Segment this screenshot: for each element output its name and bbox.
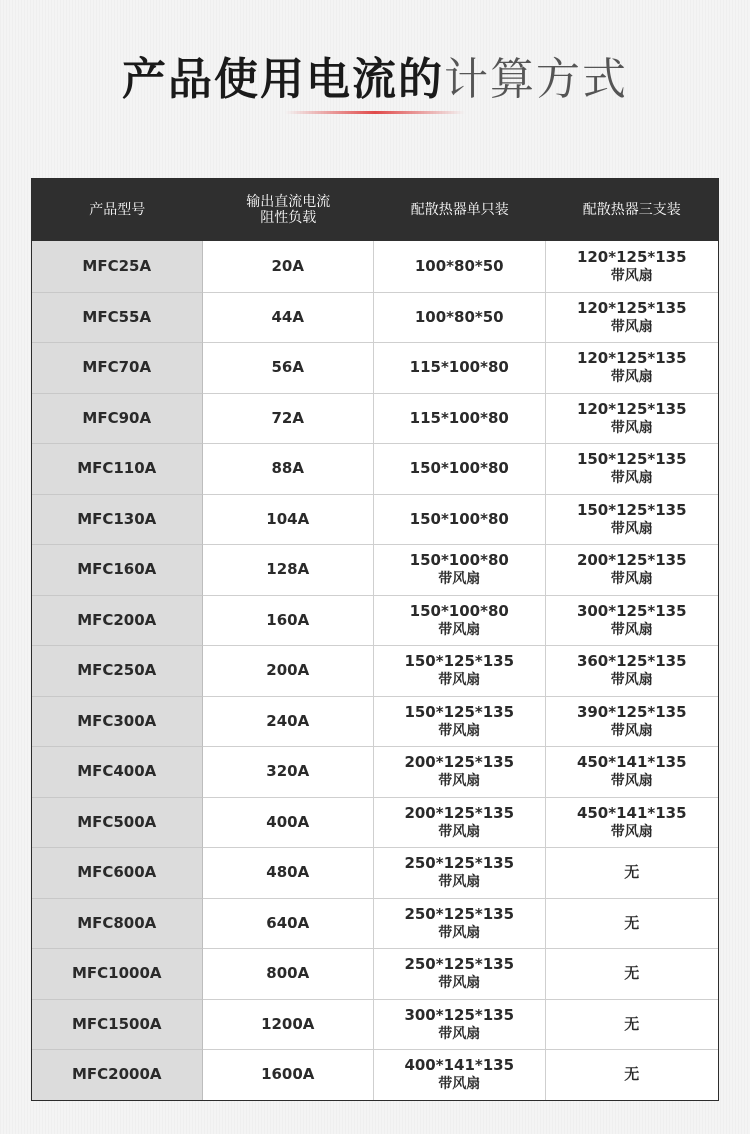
cell-single-heatsink bbox=[374, 696, 546, 747]
cell-current bbox=[203, 342, 375, 393]
cell-triple-heatsink-fan-note: 带风扇 bbox=[610, 621, 653, 638]
cell-single-heatsink-value: 250*125*135 bbox=[404, 904, 515, 923]
cell-triple-heatsink-value: 120*125*135 bbox=[576, 349, 687, 368]
title-underline bbox=[285, 111, 465, 114]
table-row bbox=[32, 494, 718, 545]
cell-single-heatsink bbox=[374, 948, 546, 999]
cell-model bbox=[32, 494, 203, 545]
cell-single-heatsink-value: 150*100*80 bbox=[409, 551, 509, 570]
cell-triple-heatsink-value: 120*125*135 bbox=[576, 247, 687, 266]
cell-current-value: 72A bbox=[271, 408, 304, 427]
cell-model bbox=[32, 746, 203, 797]
cell-model-value: MFC160A bbox=[77, 560, 157, 579]
cell-triple-heatsink-value: 无 bbox=[624, 913, 640, 932]
table-row bbox=[32, 999, 718, 1050]
cell-single-heatsink-value: 250*125*135 bbox=[404, 955, 515, 974]
cell-model-value: MFC400A bbox=[77, 762, 157, 781]
cell-model bbox=[32, 595, 203, 646]
cell-model-value: MFC2000A bbox=[71, 1065, 162, 1084]
cell-current bbox=[203, 746, 375, 797]
cell-current-value: 1200A bbox=[261, 1014, 315, 1033]
cell-single-heatsink-fan-note: 带风扇 bbox=[438, 571, 481, 588]
cell-model bbox=[32, 948, 203, 999]
cell-triple-heatsink bbox=[546, 746, 719, 797]
cell-model bbox=[32, 342, 203, 393]
cell-current bbox=[203, 696, 375, 747]
cell-current-value: 800A bbox=[266, 964, 310, 983]
table-row bbox=[32, 1049, 718, 1100]
header-single: 配散热器单只装 bbox=[410, 202, 509, 218]
cell-single-heatsink-value: 115*100*80 bbox=[409, 408, 509, 427]
table-row bbox=[32, 393, 718, 444]
cell-triple-heatsink-fan-note: 带风扇 bbox=[610, 823, 653, 840]
cell-model bbox=[32, 544, 203, 595]
cell-single-heatsink bbox=[374, 746, 546, 797]
cell-model bbox=[32, 645, 203, 696]
cell-single-heatsink-value: 150*125*135 bbox=[404, 652, 515, 671]
cell-triple-heatsink-fan-note: 带风扇 bbox=[610, 318, 653, 335]
cell-current bbox=[203, 241, 375, 292]
cell-model bbox=[32, 696, 203, 747]
cell-current-value: 20A bbox=[271, 256, 304, 275]
cell-single-heatsink bbox=[374, 241, 546, 292]
cell-single-heatsink bbox=[374, 645, 546, 696]
header-current-line1: 输出直流电流 bbox=[246, 194, 331, 210]
cell-triple-heatsink bbox=[546, 948, 719, 999]
cell-triple-heatsink bbox=[546, 393, 719, 444]
cell-current bbox=[203, 494, 375, 545]
cell-model-value: MFC250A bbox=[77, 661, 157, 680]
cell-single-heatsink-fan-note: 带风扇 bbox=[438, 1025, 481, 1042]
cell-single-heatsink-fan-note: 带风扇 bbox=[438, 975, 481, 992]
cell-triple-heatsink-value: 无 bbox=[624, 964, 640, 983]
cell-single-heatsink-value: 115*100*80 bbox=[409, 358, 509, 377]
cell-model bbox=[32, 292, 203, 343]
cell-single-heatsink bbox=[374, 847, 546, 898]
cell-current bbox=[203, 443, 375, 494]
cell-current-value: 400A bbox=[266, 812, 310, 831]
cell-single-heatsink bbox=[374, 999, 546, 1050]
cell-model-value: MFC90A bbox=[82, 408, 152, 427]
cell-single-heatsink-fan-note: 带风扇 bbox=[438, 773, 481, 790]
table-row bbox=[32, 696, 718, 747]
cell-single-heatsink-value: 150*100*80 bbox=[409, 509, 509, 528]
table-row bbox=[32, 342, 718, 393]
table-row bbox=[32, 948, 718, 999]
header-current bbox=[203, 179, 375, 241]
cell-single-heatsink-value: 100*80*50 bbox=[414, 307, 504, 326]
cell-triple-heatsink-value: 360*125*135 bbox=[576, 652, 687, 671]
cell-single-heatsink bbox=[374, 443, 546, 494]
table-row bbox=[32, 292, 718, 343]
table-row bbox=[32, 746, 718, 797]
cell-triple-heatsink-value: 120*125*135 bbox=[576, 399, 687, 418]
cell-current-value: 640A bbox=[266, 913, 310, 932]
cell-model bbox=[32, 443, 203, 494]
cell-triple-heatsink bbox=[546, 898, 719, 949]
cell-single-heatsink-fan-note: 带风扇 bbox=[438, 672, 481, 689]
cell-triple-heatsink bbox=[546, 544, 719, 595]
cell-single-heatsink-fan-note: 带风扇 bbox=[438, 722, 481, 739]
cell-single-heatsink-value: 300*125*135 bbox=[404, 1005, 515, 1024]
cell-current bbox=[203, 898, 375, 949]
table-body bbox=[32, 241, 718, 1100]
cell-single-heatsink-fan-note: 带风扇 bbox=[438, 823, 481, 840]
cell-model bbox=[32, 999, 203, 1050]
table-row bbox=[32, 241, 718, 292]
cell-single-heatsink bbox=[374, 342, 546, 393]
page-title-main: 产品使用电流的 bbox=[122, 54, 444, 105]
cell-model bbox=[32, 898, 203, 949]
cell-triple-heatsink-fan-note: 带风扇 bbox=[610, 722, 653, 739]
cell-triple-heatsink-value: 390*125*135 bbox=[576, 702, 687, 721]
cell-triple-heatsink bbox=[546, 595, 719, 646]
cell-single-heatsink-value: 100*80*50 bbox=[414, 256, 504, 275]
cell-model-value: MFC70A bbox=[82, 358, 152, 377]
cell-current-value: 200A bbox=[266, 661, 310, 680]
cell-single-heatsink-fan-note: 带风扇 bbox=[438, 874, 481, 891]
page-title bbox=[0, 50, 750, 110]
cell-current bbox=[203, 595, 375, 646]
cell-current-value: 128A bbox=[266, 560, 310, 579]
cell-model bbox=[32, 241, 203, 292]
cell-triple-heatsink-fan-note: 带风扇 bbox=[610, 773, 653, 790]
cell-model bbox=[32, 847, 203, 898]
cell-current-value: 320A bbox=[266, 762, 310, 781]
cell-current bbox=[203, 393, 375, 444]
cell-single-heatsink-value: 150*125*135 bbox=[404, 702, 515, 721]
cell-model-value: MFC500A bbox=[77, 812, 157, 831]
cell-model-value: MFC25A bbox=[82, 256, 152, 275]
cell-model bbox=[32, 1049, 203, 1100]
cell-model-value: MFC800A bbox=[77, 913, 157, 932]
cell-single-heatsink-value: 150*100*80 bbox=[409, 601, 509, 620]
cell-single-heatsink bbox=[374, 393, 546, 444]
cell-current-value: 1600A bbox=[261, 1065, 315, 1084]
cell-current-value: 240A bbox=[266, 711, 310, 730]
cell-triple-heatsink bbox=[546, 342, 719, 393]
cell-current bbox=[203, 847, 375, 898]
cell-triple-heatsink bbox=[546, 241, 719, 292]
cell-triple-heatsink bbox=[546, 999, 719, 1050]
table-header bbox=[32, 179, 718, 241]
cell-triple-heatsink-value: 无 bbox=[624, 863, 640, 882]
cell-triple-heatsink-value: 120*125*135 bbox=[576, 298, 687, 317]
spec-table bbox=[31, 178, 719, 1101]
cell-triple-heatsink-value: 450*141*135 bbox=[576, 803, 687, 822]
cell-triple-heatsink bbox=[546, 494, 719, 545]
cell-single-heatsink-value: 250*125*135 bbox=[404, 854, 515, 873]
cell-single-heatsink-value: 200*125*135 bbox=[404, 803, 515, 822]
cell-model-value: MFC600A bbox=[77, 863, 157, 882]
cell-current bbox=[203, 292, 375, 343]
cell-triple-heatsink-value: 无 bbox=[624, 1065, 640, 1084]
page-title-secondary: 计算方式 bbox=[444, 54, 628, 105]
header-current-line2: 阻性负载 bbox=[260, 210, 317, 226]
cell-single-heatsink-fan-note: 带风扇 bbox=[438, 1076, 481, 1093]
cell-model-value: MFC1000A bbox=[71, 964, 162, 983]
cell-triple-heatsink-fan-note: 带风扇 bbox=[610, 267, 653, 284]
table-row bbox=[32, 443, 718, 494]
cell-single-heatsink bbox=[374, 595, 546, 646]
cell-model-value: MFC300A bbox=[77, 711, 157, 730]
cell-triple-heatsink-fan-note: 带风扇 bbox=[610, 672, 653, 689]
cell-current-value: 160A bbox=[266, 610, 310, 629]
header-model: 产品型号 bbox=[89, 202, 146, 218]
cell-current-value: 56A bbox=[271, 358, 304, 377]
cell-triple-heatsink bbox=[546, 443, 719, 494]
cell-single-heatsink bbox=[374, 544, 546, 595]
cell-current-value: 44A bbox=[271, 307, 304, 326]
cell-current bbox=[203, 999, 375, 1050]
cell-model bbox=[32, 797, 203, 848]
cell-single-heatsink-fan-note: 带风扇 bbox=[438, 924, 481, 941]
cell-current-value: 104A bbox=[266, 509, 310, 528]
table-row bbox=[32, 544, 718, 595]
table-row bbox=[32, 898, 718, 949]
cell-single-heatsink-value: 150*100*80 bbox=[409, 459, 509, 478]
cell-triple-heatsink bbox=[546, 1049, 719, 1100]
cell-model bbox=[32, 393, 203, 444]
cell-single-heatsink bbox=[374, 898, 546, 949]
cell-single-heatsink bbox=[374, 292, 546, 343]
cell-triple-heatsink-value: 450*141*135 bbox=[576, 753, 687, 772]
cell-triple-heatsink bbox=[546, 847, 719, 898]
cell-model-value: MFC130A bbox=[77, 509, 157, 528]
cell-triple-heatsink-fan-note: 带风扇 bbox=[610, 470, 653, 487]
cell-triple-heatsink-fan-note: 带风扇 bbox=[610, 571, 653, 588]
cell-current bbox=[203, 1049, 375, 1100]
cell-triple-heatsink-fan-note: 带风扇 bbox=[610, 369, 653, 386]
cell-single-heatsink-fan-note: 带风扇 bbox=[438, 621, 481, 638]
cell-single-heatsink bbox=[374, 1049, 546, 1100]
cell-model-value: MFC200A bbox=[77, 610, 157, 629]
header-triple: 配散热器三支装 bbox=[582, 202, 681, 218]
cell-current bbox=[203, 645, 375, 696]
cell-single-heatsink bbox=[374, 797, 546, 848]
cell-triple-heatsink-value: 150*125*135 bbox=[576, 450, 687, 469]
cell-single-heatsink-value: 400*141*135 bbox=[404, 1056, 515, 1075]
cell-triple-heatsink bbox=[546, 292, 719, 343]
cell-triple-heatsink-value: 无 bbox=[624, 1014, 640, 1033]
cell-current-value: 480A bbox=[266, 863, 310, 882]
table-row bbox=[32, 595, 718, 646]
cell-model-value: MFC110A bbox=[77, 459, 157, 478]
cell-triple-heatsink-value: 150*125*135 bbox=[576, 500, 687, 519]
cell-triple-heatsink-fan-note: 带风扇 bbox=[610, 520, 653, 537]
cell-triple-heatsink bbox=[546, 797, 719, 848]
cell-current bbox=[203, 544, 375, 595]
table-row bbox=[32, 645, 718, 696]
cell-triple-heatsink-value: 300*125*135 bbox=[576, 601, 687, 620]
cell-current bbox=[203, 948, 375, 999]
table-row bbox=[32, 847, 718, 898]
cell-current bbox=[203, 797, 375, 848]
cell-triple-heatsink bbox=[546, 645, 719, 696]
cell-triple-heatsink bbox=[546, 696, 719, 747]
table-row bbox=[32, 797, 718, 848]
cell-model-value: MFC55A bbox=[82, 307, 152, 326]
cell-triple-heatsink-value: 200*125*135 bbox=[576, 551, 687, 570]
cell-single-heatsink bbox=[374, 494, 546, 545]
cell-triple-heatsink-fan-note: 带风扇 bbox=[610, 419, 653, 436]
cell-single-heatsink-value: 200*125*135 bbox=[404, 753, 515, 772]
cell-model-value: MFC1500A bbox=[71, 1014, 162, 1033]
cell-current-value: 88A bbox=[271, 459, 304, 478]
